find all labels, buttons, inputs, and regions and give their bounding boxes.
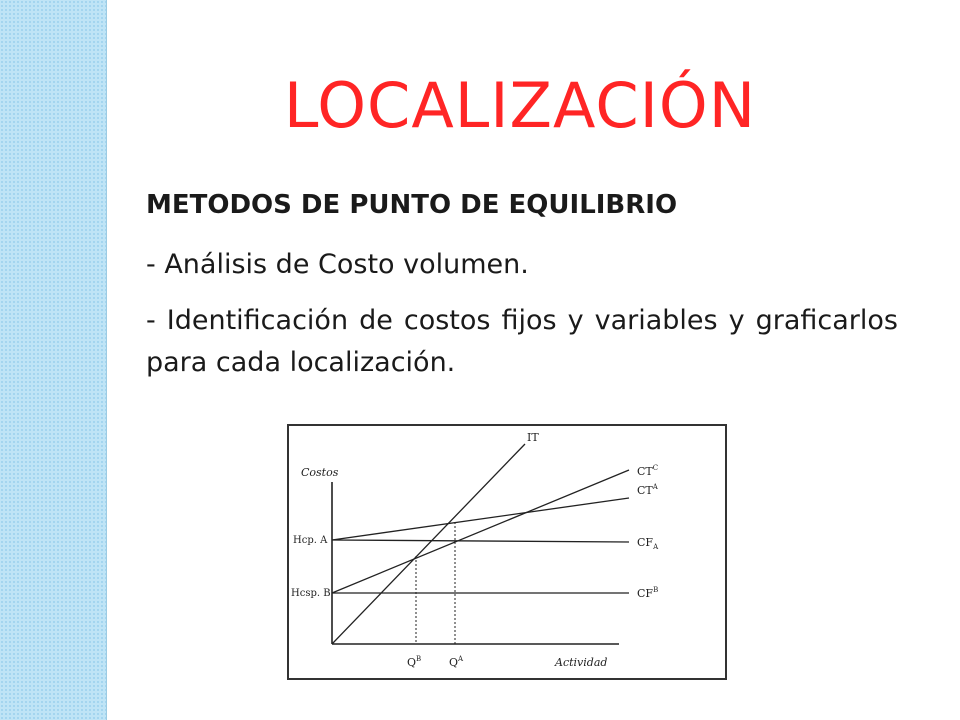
y-tick-hcp-a: Hcp. A [293,535,328,546]
cf-b-line-label: $CF^B$ [637,586,659,600]
y-tick-hcsp-b: Hcsp. B [291,588,331,599]
it-line-label: IT [527,431,539,444]
slide-title: LOCALIZACIÓN [283,69,757,142]
ct-a-line [332,498,629,540]
side-decorative-band [0,0,107,720]
y-axis-label: Costos [301,466,339,479]
cf-a-line [332,540,629,542]
bullet-item-2: - Identificación de costos fijos y variables y graficarlos para cada localización. [146,305,898,378]
ct-a-line-label: $CT^A$ [637,483,658,497]
break-even-diagram [287,424,727,680]
bullet-item-1: - Análisis de Costo volumen. [146,249,529,280]
ct-c-line [332,470,629,593]
x-tick-qb: $Q^B$ [407,655,422,669]
section-heading: METODOS DE PUNTO DE EQUILIBRIO [146,190,678,220]
x-axis-label: Actividad [555,656,608,669]
it-line [332,444,525,644]
ct-c-line-label: $CT^C$ [637,464,659,478]
break-even-diagram-svg [289,426,725,678]
cf-a-line-label: $CF_A$ [637,536,659,551]
x-tick-qa: $Q^A$ [449,655,464,669]
